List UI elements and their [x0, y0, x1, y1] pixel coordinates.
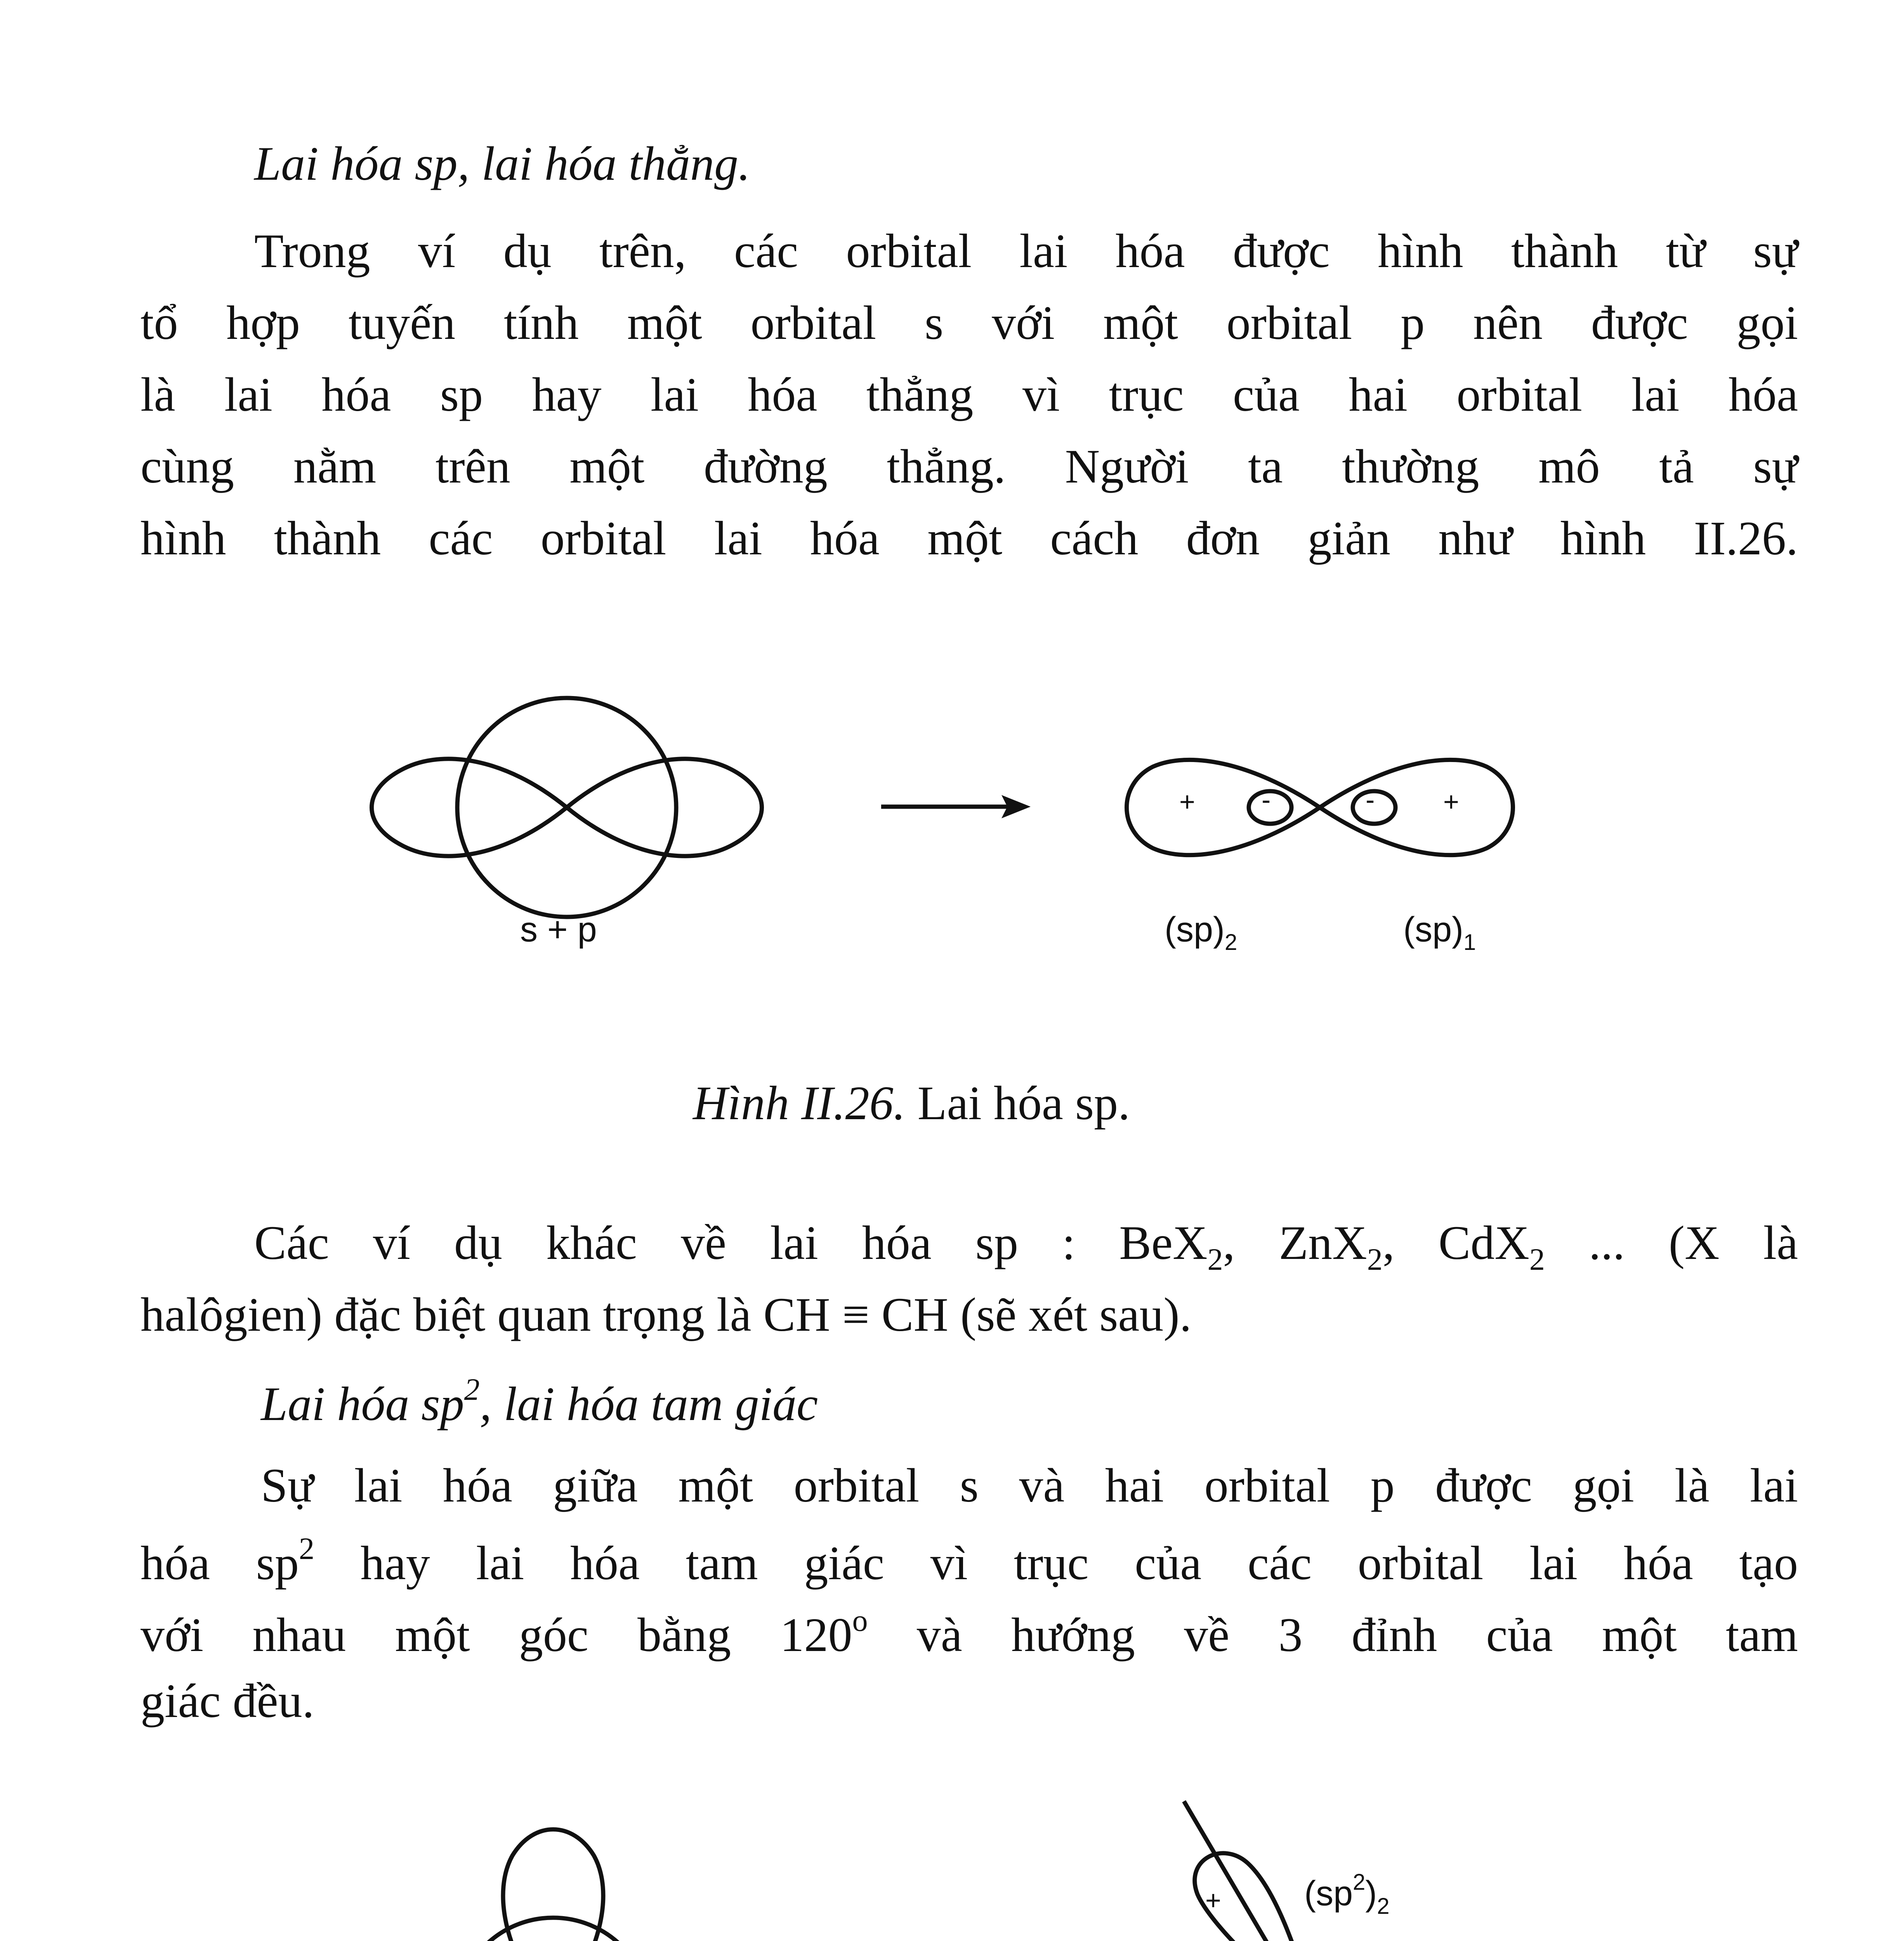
s-orbital-circle: [456, 1918, 650, 1941]
paragraph-line: giác đều.: [141, 1674, 314, 1727]
plus-sign: +: [1205, 1885, 1221, 1915]
minus-sign: -: [1366, 785, 1375, 815]
label-sp2-2: $(sp^2)_2$: [1304, 1870, 1390, 1919]
figure-caption-ii26: Hình II.26. Lai hóa sp.: [693, 1076, 1130, 1130]
paragraph-line: halôgien) đặc biệt quan trọng là CH ≡ CH (sẽ xét sau).: [141, 1288, 1192, 1341]
paragraph-line: Trong ví dụ trên, các orbital lai hóa được hình thành từ sự: [254, 224, 1798, 278]
paragraph-line: là lai hóa sp hay lai hóa thẳng vì trục của hai orbital lai hóa: [141, 368, 1798, 421]
paragraph-line: hình thành các orbital lai hóa một cách đơn giản như hình II.26.: [141, 512, 1798, 565]
label-sp-2: $(sp)_2$: [1165, 910, 1238, 955]
paragraph-line: Các ví dụ khác về lai hóa sp : BeX$_2$, ZnX$_2$, CdX$_2$ ... (X là: [254, 1216, 1798, 1277]
minus-sign: -: [1262, 785, 1271, 815]
paragraph-line: Sự lai hóa giữa một orbital s và hai orbital p được gọi là lai: [261, 1459, 1798, 1512]
section-heading-sp2: Lai hóa $sp^2$, lai hóa tam giác: [261, 1373, 818, 1431]
label-sp-1: $(sp)_1$: [1403, 910, 1476, 955]
paragraph-line: cùng nằm trên một đường thẳng. Người ta thường mô tả sự: [141, 440, 1798, 493]
plus-sign: +: [1179, 786, 1195, 817]
paragraph-line: tổ hợp tuyến tính một orbital s với một orbital p nên được gọi: [141, 296, 1798, 349]
paragraph-line: hóa $sp^2$ hay lai hóa tam giác vì trục của các orbital lai hóa tạo: [141, 1532, 1798, 1590]
axis-line: [1184, 1801, 1314, 1941]
label-s-plus-p: s + p: [520, 910, 597, 949]
paragraph-line: với nhau một góc bằng 120$^o$ và hướng về 3 đỉnh của một tam: [141, 1604, 1798, 1661]
plus-sign: +: [1443, 786, 1459, 817]
section-heading-sp: Lai hóa sp, lai hóa thẳng.: [254, 137, 751, 190]
